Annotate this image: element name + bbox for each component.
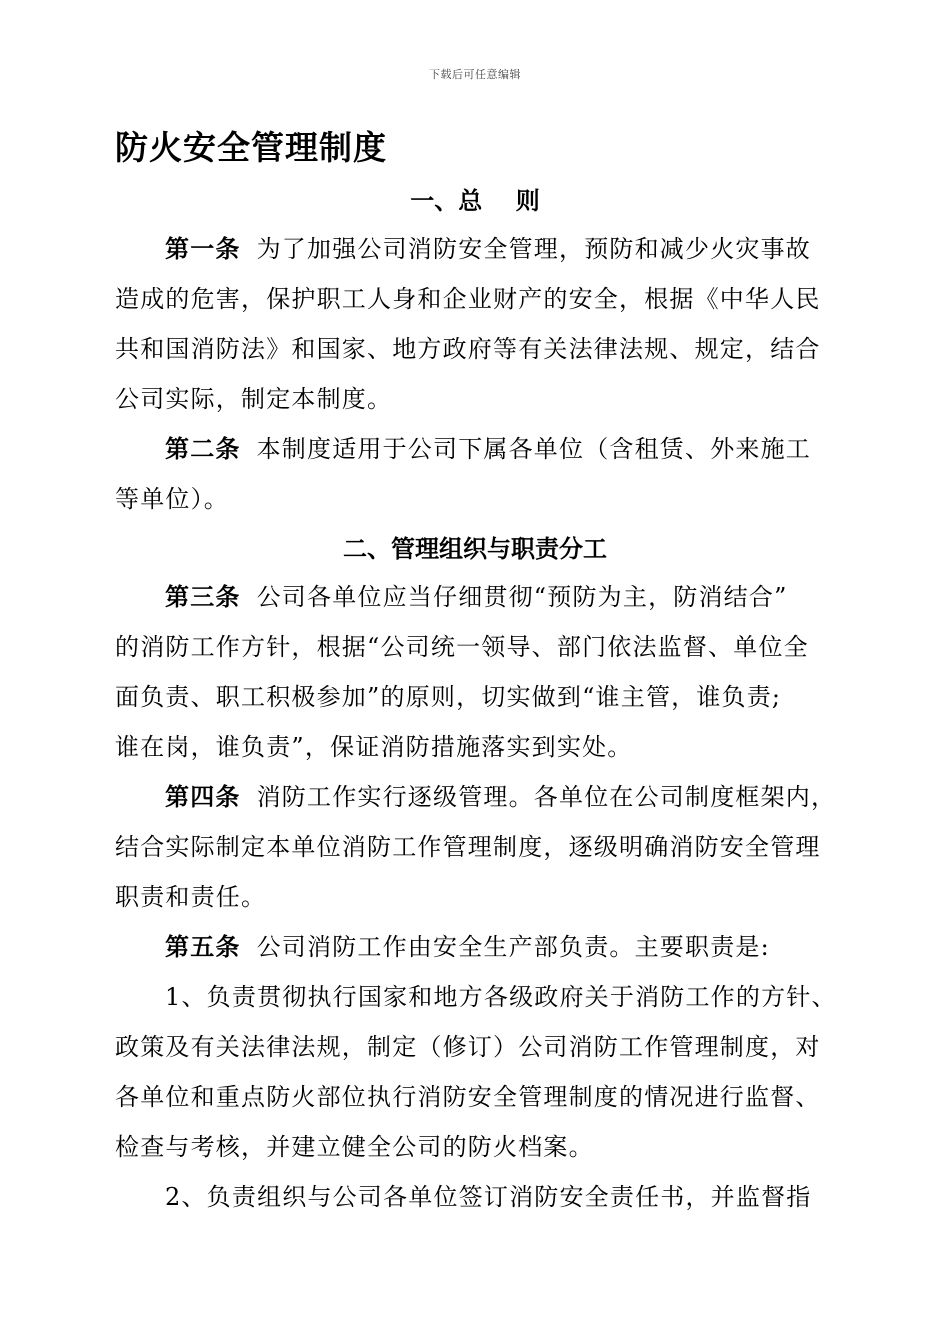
duty-item-1-line-1: 1、负责贯彻执行国家和地方各级政府关于消防工作的方针、 bbox=[165, 983, 837, 1011]
article-2-label: 第二条 bbox=[165, 434, 241, 463]
duty-item-2-line-1: 2、负责组织与公司各单位签订消防安全责任书，并监督指 bbox=[165, 1183, 812, 1211]
article-4-line-2: 结合实际制定本单位消防工作管理制度，逐级明确消防安全管理 bbox=[115, 833, 821, 861]
duty-item-1-line-4: 检查与考核，并建立健全公司的防火档案。 bbox=[115, 1133, 594, 1161]
article-1-line-2: 造成的危害，保护职工人身和企业财产的安全，根据《中华人民 bbox=[115, 285, 821, 313]
document-title: 防火安全管理制度 bbox=[115, 128, 387, 167]
header-note: 下载后可任意编辑 bbox=[429, 68, 521, 81]
article-1-line-4: 公司实际，制定本制度。 bbox=[115, 385, 393, 413]
article-2-line-2: 等单位）。 bbox=[115, 485, 229, 513]
section-heading-organization: 二、管理组织与职责分工 bbox=[343, 534, 607, 563]
article-3-line-4: 谁在岗，谁负责”，保证消防措施落实到实处。 bbox=[115, 733, 633, 761]
article-1-line-3: 共和国消防法》和国家、地方政府等有关法律法规、规定，结合 bbox=[115, 335, 821, 363]
article-5-label: 第五条 bbox=[165, 932, 241, 961]
section-heading-general: 一、总 则 bbox=[410, 186, 540, 215]
article-3-line-2: 的消防工作方针，根据“公司统一领导、部门依法监督、单位全 bbox=[115, 633, 809, 661]
article-4-line-1: 第四条 消防工作实行逐级管理。各单位在公司制度框架内， bbox=[165, 782, 837, 811]
article-5-line-1: 第五条 公司消防工作由安全生产部负责。主要职责是: bbox=[165, 932, 770, 961]
article-1-line-1: 第一条 为了加强公司消防安全管理，预防和减少火灾事故 bbox=[165, 234, 812, 263]
article-1-label: 第一条 bbox=[165, 234, 241, 263]
article-4-label: 第四条 bbox=[165, 782, 241, 811]
article-2-line-1: 第二条 本制度适用于公司下属各单位（含租赁、外来施工 bbox=[165, 434, 812, 463]
article-3-line-1: 第三条 公司各单位应当仔细贯彻“预防为主，防消结合” bbox=[165, 582, 788, 611]
article-4-line-3: 职责和责任。 bbox=[115, 883, 267, 911]
duty-item-1-line-3: 各单位和重点防火部位执行消防安全管理制度的情况进行监督、 bbox=[115, 1083, 821, 1111]
article-3-line-3: 面负责、职工积极参加”的原则，切实做到“谁主管，谁负责; bbox=[115, 683, 782, 711]
duty-item-1-line-2: 政策及有关法律法规，制定（修订）公司消防工作管理制度，对 bbox=[115, 1033, 821, 1061]
article-3-label: 第三条 bbox=[165, 582, 241, 611]
